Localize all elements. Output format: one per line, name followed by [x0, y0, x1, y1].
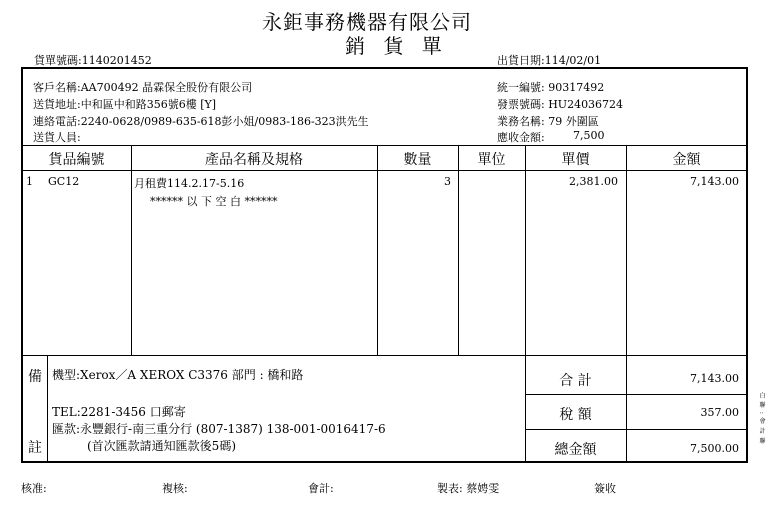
col-line-3: [458, 145, 459, 355]
totals-line-1: [525, 394, 747, 395]
total-value: 7,500.00: [690, 442, 739, 455]
remarks-label-top: 備: [28, 369, 42, 385]
sign-review: 複核:: [162, 482, 188, 495]
receivable-value: 7,500: [573, 129, 605, 142]
remarks-tel: TEL:2281-3456 口郵寄: [52, 405, 186, 419]
copy-label: 白 聯 : 會 計 聯: [758, 392, 765, 445]
sign-approve: 核准:: [21, 482, 47, 495]
totals-line-2: [525, 429, 747, 430]
company-name: 永鉅事務機器有限公司: [262, 10, 472, 34]
header-product-desc: 產品名稱及規格: [205, 152, 303, 168]
document-title: 銷 貨 單: [345, 34, 448, 58]
subtotal-value: 7,143.00: [690, 372, 739, 385]
remarks-model: 機型:Xerox／A XEROX C3376 部門 : 橋和路: [52, 368, 304, 382]
contact-phone: 連絡電話:2240-0628/0989-635-618彭小姐/0983-186-323洪先生: [33, 115, 369, 128]
row-unit-price: 2,381.00: [569, 175, 618, 188]
total-label: 總金額: [554, 442, 597, 458]
header-quantity: 數量: [403, 152, 432, 168]
col-line-1: [131, 145, 132, 355]
delivery-address: 送貨地址:中和區中和路356號6樓 [Y]: [33, 98, 217, 111]
sign-preparer: 製表: 蔡娉雯: [437, 482, 500, 495]
header-unit: 單位: [477, 152, 506, 168]
row-quantity: 3: [444, 175, 451, 188]
table-bottom-line: [22, 355, 747, 356]
blank-note: ****** 以 下 空 白 ******: [150, 195, 278, 208]
invoice-number: 發票號碼: HU24036724: [497, 98, 624, 111]
remarks-note: (首次匯款請通知匯款後5碼): [87, 439, 236, 453]
sales-name: 業務名稱: 79 外圍區: [497, 115, 599, 128]
receivable-label: 應收金額:: [497, 131, 545, 144]
remarks-divider: [47, 355, 48, 463]
header-unit-price: 單價: [561, 152, 590, 168]
sign-receiver: 簽收: [594, 482, 616, 495]
delivery-person: 送貨人員:: [33, 131, 81, 144]
remarks-label-bottom: 註: [28, 440, 42, 456]
col-line-2: [377, 145, 378, 355]
subtotal-label: 合 計: [559, 373, 592, 389]
row-index: 1: [26, 175, 33, 188]
row-description: 月租費114.2.17-5.16: [134, 177, 245, 190]
tax-id: 統一編號: 90317492: [497, 81, 605, 94]
ship-date: 出貨日期:114/02/01: [497, 54, 602, 67]
tax-value: 357.00: [700, 406, 739, 419]
sign-accounting: 會計:: [308, 482, 334, 495]
tax-label: 稅 額: [559, 407, 592, 423]
row-amount: 7,143.00: [690, 175, 739, 188]
col-line-5: [626, 145, 627, 463]
remarks-bank: 匯款:永豐銀行-南三重分行 (807-1387) 138-001-0016417-6: [52, 422, 386, 436]
header-item-code: 貨品編號: [48, 152, 105, 168]
row-item-code: GC12: [48, 175, 80, 188]
order-number: 貨單號碼:1140201452: [34, 54, 152, 67]
header-amount: 金額: [672, 152, 701, 168]
customer-name: 客戶名稱:AA700492 晶霖保全股份有限公司: [33, 81, 253, 94]
